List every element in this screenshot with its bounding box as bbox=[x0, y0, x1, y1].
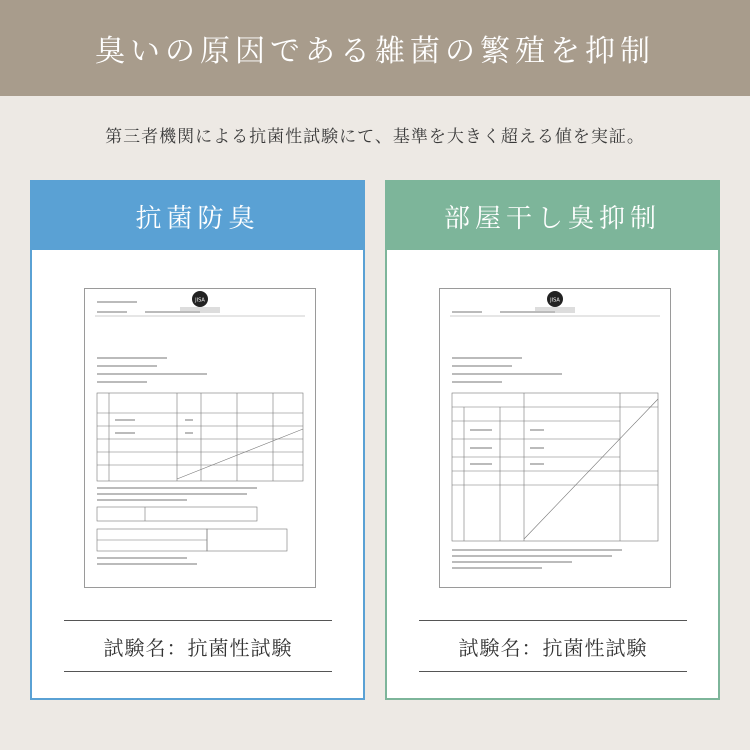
seal-text: JISA bbox=[195, 297, 205, 304]
seal-text: JISA bbox=[550, 297, 560, 304]
test-name-box bbox=[64, 620, 332, 672]
top-banner bbox=[0, 0, 750, 96]
certificate-document-image bbox=[84, 288, 316, 588]
card-header: 部屋干し臭抑制 bbox=[387, 182, 718, 250]
card-header: 抗菌防臭 bbox=[32, 182, 363, 250]
test-name-label: 試験名：抗菌性試験 bbox=[458, 635, 648, 660]
banner-title: 臭いの原因である雑菌の繁殖を抑制 bbox=[95, 34, 655, 69]
test-name-box bbox=[419, 620, 687, 672]
card-indoor-drying-odor-suppression bbox=[385, 180, 720, 700]
subtitle: 第三者機関による抗菌性試験にて、基準を大きく超える値を実証。 bbox=[105, 127, 645, 147]
certificate-document-image bbox=[439, 288, 671, 588]
test-name-label: 試験名：抗菌性試験 bbox=[103, 635, 293, 660]
card-antibacterial-deodorant bbox=[30, 180, 365, 700]
